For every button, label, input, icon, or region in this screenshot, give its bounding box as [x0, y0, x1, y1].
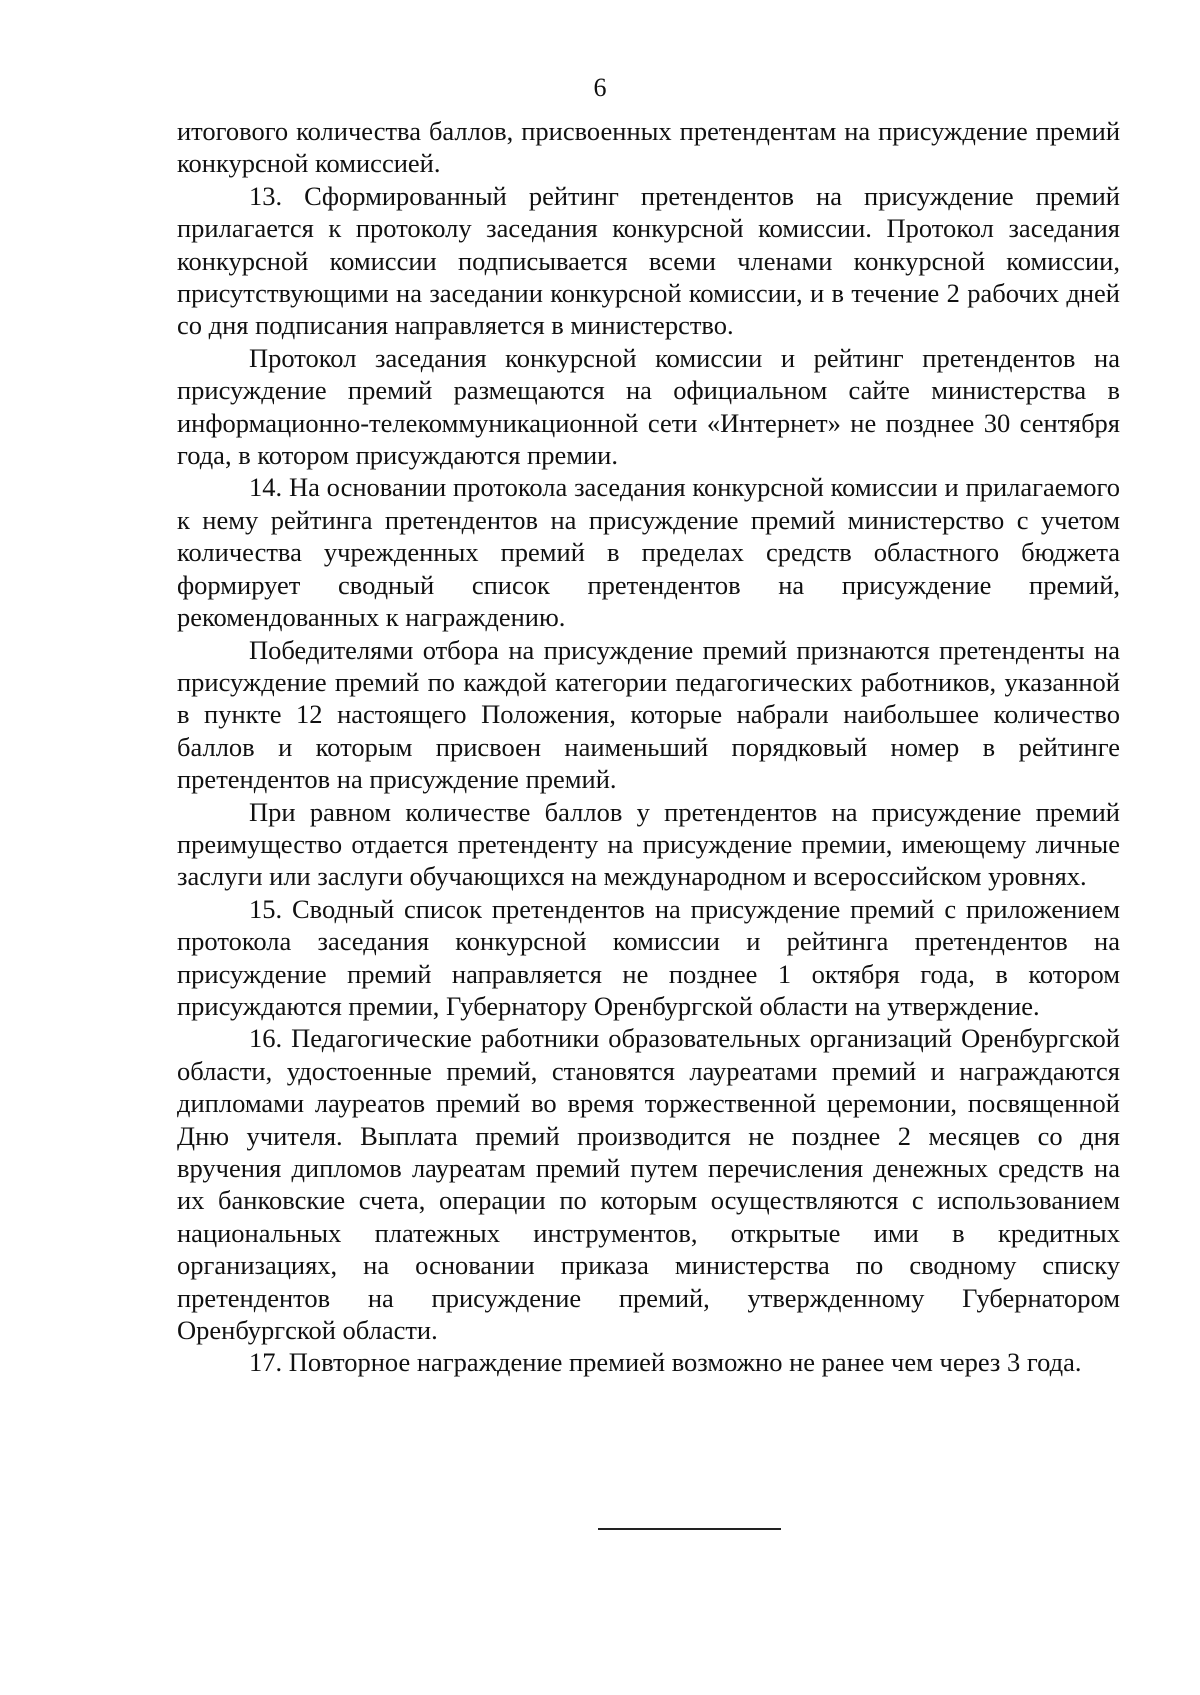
paragraph-equal-scores: При равном количестве баллов у претендентов на присуждение премий преимущество отдается претенденту на присуждение премии, имеющему личные заслуги или заслуги обучающихся на международном и всероссийском уровнях. [177, 796, 1120, 892]
paragraph-item-16: 16. Педагогические работники образовательных организаций Оренбургской области, удостоенные премий, становятся лауреатами премий и награждаются дипломами лауреатов премий во время торжественной церемонии, посвященной Дню учителя. Выплата премий производится не позднее 2 месяцев со дня вручения дипломов лауреатам премий путем перечисления денежных средств на их банковские счета, операции по которым осуществляются с использованием национальных платежных инструментов, открытые ими в кредитных организациях, на основании приказа министерства по сводному списку претендентов на присуждение премий, утвержденному Губернатором Оренбургской области. [177, 1023, 1120, 1346]
paragraph-continuation: итогового количества баллов, присвоенных претендентам на присуждение премий конкурсной комиссией. [177, 116, 1120, 179]
paragraph-item-13: 13. Сформированный рейтинг претендентов на присуждение премий прилагается к протоколу заседания конкурсной комиссии. Протокол заседания конкурсной комиссии подписывается всеми членами конкурсной комиссии, присутствующими на заседании конкурсной комиссии, и в течение 2 рабочих дней со дня подписания направляется в министерство. [177, 180, 1120, 341]
page-number: 6 [593, 73, 607, 102]
paragraph-item-17: 17. Повторное награждение премией возможно не ранее чем через 3 года. [249, 1347, 1082, 1378]
paragraph-winners: Победителями отбора на присуждение премий признаются претенденты на присуждение премий по каждой категории педагогических работников, указанной в пункте 12 настоящего Положения, которые набрали наибольшее количество баллов и которым присвоен наименьший порядковый номер в рейтинге претендентов на присуждение премий. [177, 634, 1120, 795]
paragraph-protocol-publication: Протокол заседания конкурсной комиссии и рейтинг претендентов на присуждение премий размещаются на официальном сайте министерства в информационно-телекоммуникационной сети «Интернет» не позднее 30 сентября года, в котором присуждаются премии. [177, 342, 1120, 471]
document-body [177, 115, 1120, 1379]
paragraph-item-14: 14. На основании протокола заседания конкурсной комиссии и прилагаемого к нему рейтинга претендентов на присуждение премий министерство с учетом количества учрежденных премий в пределах средств областного бюджета формирует сводный список претендентов на присуждение премий, рекомендованных к награждению. [177, 472, 1120, 633]
paragraph-item-15: 15. Сводный список претендентов на присуждение премий с приложением протокола заседания конкурсной комиссии и рейтинга претендентов на присуждение премий направляется не позднее 1 октября года, в котором присуждаются премии, Губернатору Оренбургской области на утверждение. [177, 893, 1120, 1021]
end-divider-line [598, 1528, 781, 1530]
